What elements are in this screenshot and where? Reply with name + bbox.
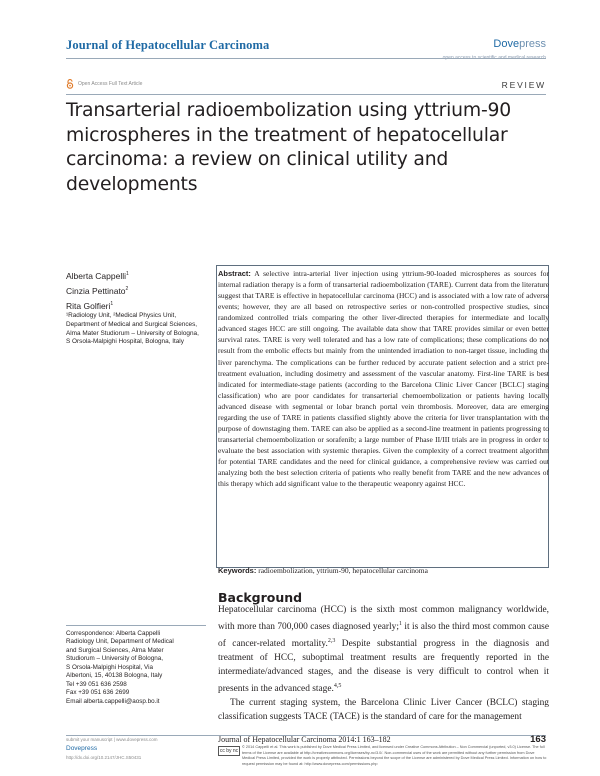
correspondence-divider (66, 625, 206, 626)
article-title: Transarterial radioembolization using yttrium-90 microspheres in the treatment of hepatocellular carcinoma: a review on clinical utility and developments (66, 100, 512, 195)
author: Cinzia Pettinato$^2$ (66, 285, 129, 296)
correspondence-line: and Surgical Sciences, Alma Mater (66, 646, 164, 654)
journal-title: Journal of Hepatocellular Carcinoma (66, 38, 270, 52)
license-text: © 2014 Cappelli et al. This work is published by Dove Medical Press Limited, and licensed under Creative Commons Attribution – Non Commercial (unported, v3.0) License. The full terms of the License are available at http://creativecommons.org/licenses/by-nc/3.0/. Non-commercial uses of the work are permitted without any further permission from Dove Medical Press Limited, provided the work is properly attributed. Permissions beyond the scope of the License are administered by Dove Medical Press Limited. Information on how to request permission may be found at: http://www.dovepress.com/permissions.php (242, 745, 547, 766)
open-access-label: Open Access Full Text Article (78, 81, 143, 87)
submit-link[interactable]: submit your manuscript | www.dovepress.com (66, 737, 158, 742)
abstract-body: A selective intra-arterial liver injection using yttrium-90-loaded microspheres as sources for internal radiation therapy is a form of transarterial radioembolization (TARE). Current data from the literature suggest that TARE is effective in hepatocellular carcinoma (HCC) and is associated with a low rate of adverse events; however, they are all based on retrospective series or non-controlled prospective studies, since randomized controlled trials comparing the other liver-directed therapies for intermediate and locally advanced stages HCC are still ongoing. The available data show that TARE provides similar or even better survival rates. TARE is very well tolerated and has a low rate of complications; these complications do not result from the embolic effects but mainly from the unintended irradiation to non-target tissue, including the liver parenchyma. The complications can be further reduced by accurate patient selection and a strict pre-treatment evaluation, including dosimetry and assessment of the vascular anatomy. First-line TARE is best indicated for intermediate-stage patients (according to the Barcelona Clinic Liver Cancer [BCLC] staging classification) who are poor candidates for transarterial chemoembolization or patients having locally advanced disease with segmental or lobar branch portal vein thrombosis. Moreover, data are emerging regarding the use of TARE in patients classified slightly above the criteria for liver transplantation with the purpose of downstaging them. TARE can also be applied as a second-line treatment in patients progressing to transarterial chemoembolization or sorafenib; a large number of Phase II/III trials are in progress in order to evaluate the best association with systemic therapies. Given the complexity of a correct treatment algorithm for potential TARE candidates and the need for clinical guidance, a comprehensive review was carried out analyzing both the best selection criteria of patients who really benefit from TARE and the new advances of this therapy which add significant value to the therapeutic weaponry against HCC. (218, 269, 549, 489)
open-access-badge (66, 79, 142, 89)
header-divider (66, 58, 546, 59)
page-number: 163 (530, 734, 546, 745)
abstract (218, 268, 549, 489)
footer-left (66, 735, 206, 762)
footer-dovepress: Dovepress (66, 745, 98, 752)
paragraph: The current staging system, the Barcelona Clinic Liver Cancer (BCLC) staging classification suggests TACE (TACE) is the standard of care for the management (218, 697, 549, 722)
correspondence-label: Correspondence: Alberta Cappelli (66, 630, 161, 637)
correspondence-line: S Orsola-Malpighi Hospital, Via (66, 663, 154, 671)
brand-press: press (519, 38, 546, 50)
open-access-icon (66, 79, 74, 89)
author: Rita Golfieri$^1$ (66, 300, 114, 311)
brand-dove: Dove (493, 38, 520, 50)
doi-link[interactable]: http://dx.doi.org/10.2147/JHC.S50431 (66, 755, 142, 760)
author-list (66, 268, 129, 312)
section-heading-background: Background (218, 590, 303, 605)
paragraph: Hepatocellular carcinoma (HCC) is the sixth most common malignancy worldwide, with more than 700,000 cases diagnosed yearly;$^1$ it is also the third most common cause of cancer-related mortality.$^{2,3}$ Despite substantial progress in the diagnosis and treatment of HCC, suboptimal treatment results are frequently reported in the intermediate/advanced stages, and the disease is very difficult to control when it presents in the advanced stage.$^{4,5}$ (218, 605, 550, 694)
title-divider (66, 94, 546, 95)
keywords-label: Keywords: (218, 566, 257, 575)
abstract-label: Abstract: (218, 269, 251, 278)
correspondence-fax: Fax +39 051 636 2699 (66, 689, 130, 697)
correspondence-email[interactable]: Email alberta.cappelli@aosp.bo.it (66, 697, 160, 705)
author-affiliation: ¹Radiology Unit, ²Medical Physics Unit, Department of Medical and Surgical Sciences, Alma Mater Studiorum – University of Bologna, S Orsola-Malpighi Hospital, Bologna, Italy (66, 312, 199, 346)
correspondence (66, 630, 206, 706)
journal-citation: Journal of Hepatocellular Carcinoma 2014:1 163–182 (218, 735, 391, 744)
keywords (218, 565, 549, 576)
keywords-list: radioembolization, yttrium-90, hepatocellular carcinoma (258, 566, 428, 575)
background-body (218, 604, 549, 725)
article-type: REVIEW (501, 80, 546, 90)
publisher-tagline: open access to scientific and medical research (442, 55, 546, 61)
publisher-logo[interactable] (493, 38, 546, 50)
correspondence-line: Studiorum – University of Bologna, (66, 655, 163, 663)
correspondence-line: Albertoni, 15, 40138 Bologna, Italy (66, 672, 163, 680)
correspondence-tel: Tel +39 051 636 2598 (66, 680, 127, 688)
correspondence-line: Radiology Unit, Department of Medical (66, 638, 174, 646)
author: Alberta Cappelli$^1$ (66, 270, 129, 281)
creative-commons-icon[interactable]: cc by nc (219, 748, 239, 754)
